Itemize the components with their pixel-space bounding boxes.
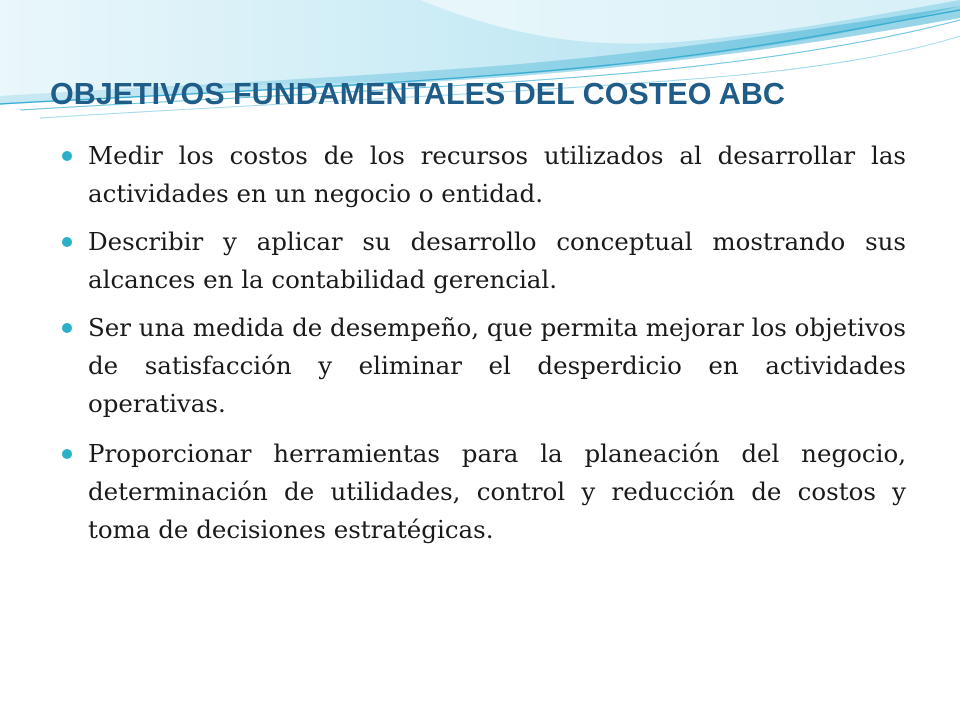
bullet-dot-icon — [62, 323, 72, 333]
bullet-text: Proporcionar herramientas para la planeación del negocio, determinación de utilidades, control y reducción de costos y toma de decisiones estratégicas. — [88, 439, 906, 544]
bullet-item — [88, 137, 906, 213]
bullet-item — [88, 223, 906, 299]
slide-title: OBJETIVOS FUNDAMENTALES DEL COSTEO ABC — [50, 77, 785, 111]
bullet-item — [88, 309, 906, 423]
bullet-text: Medir los costos de los recursos utilizados al desarrollar las actividades en un negocio o entidad. — [88, 141, 906, 208]
bullet-list — [0, 137, 960, 559]
bullet-dot-icon — [62, 151, 72, 161]
bullet-item — [88, 435, 906, 549]
bullet-dot-icon — [62, 449, 72, 459]
bullet-dot-icon — [62, 237, 72, 247]
bullet-text: Describir y aplicar su desarrollo conceptual mostrando sus alcances en la contabilidad gerencial. — [88, 227, 906, 294]
bullet-text: Ser una medida de desempeño, que permita mejorar los objetivos de satisfacción y eliminar el desperdicio en actividades operativas. — [88, 313, 906, 418]
